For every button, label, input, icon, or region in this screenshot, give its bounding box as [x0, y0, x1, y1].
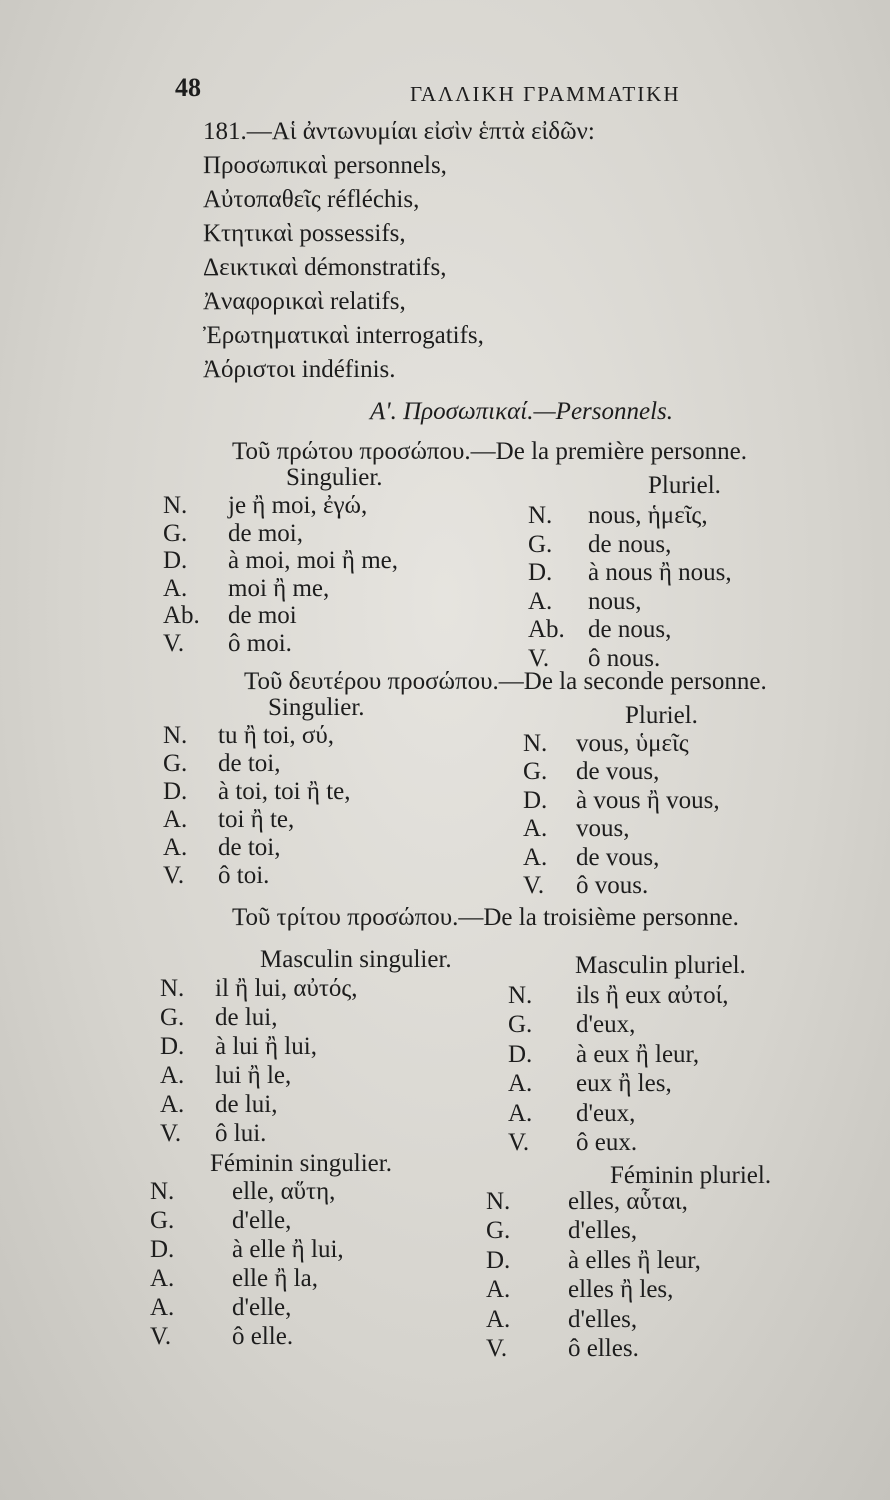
third-person-title: Τοῦ τρίτου προσώπου.—De la troisième personne.: [232, 904, 739, 931]
case-form: à toi, toi ἢ te,: [218, 778, 351, 805]
case-label: N.: [160, 975, 185, 1002]
case-label: G.: [160, 1004, 185, 1031]
first-plural-label: Pluriel.: [648, 472, 721, 499]
case-label: G.: [163, 750, 188, 777]
case-form: de moi: [228, 602, 297, 629]
case-form: ô lui.: [215, 1120, 267, 1147]
kind-item: Ἐρωτηματικαὶ interrogatifs,: [203, 322, 484, 349]
case-label: G.: [150, 1207, 175, 1234]
case-form: d'eux,: [576, 1099, 636, 1127]
case-form: à elles ἢ leur,: [568, 1246, 701, 1274]
case-label: G.: [486, 1217, 511, 1245]
case-label: A.: [160, 1091, 185, 1118]
case-form: vous,: [576, 815, 630, 843]
case-form: de lui,: [215, 1004, 278, 1031]
page-number: 48: [175, 73, 201, 102]
case-form: d'elle,: [232, 1207, 292, 1234]
case-label: D.: [160, 1033, 185, 1060]
case-label: N.: [150, 1178, 175, 1205]
case-label: D.: [528, 559, 553, 587]
case-label: D.: [486, 1246, 511, 1274]
case-label: Ab.: [163, 602, 200, 629]
case-label: A.: [163, 574, 188, 602]
kind-item: Προσωπικαὶ personnels,: [203, 152, 447, 179]
case-label: A.: [486, 1305, 511, 1333]
case-label: D.: [163, 778, 188, 805]
first-singular-label: Singulier.: [286, 464, 383, 491]
case-form: de vous,: [576, 843, 660, 871]
case-form: d'eux,: [576, 1011, 636, 1039]
kind-item: Ἀόριστοι indéfinis.: [203, 356, 396, 383]
case-form: elles, αὗται,: [568, 1188, 688, 1215]
case-label: N.: [163, 722, 188, 749]
case-form: vous, ὑμεῖς: [576, 730, 689, 757]
case-form: il ἢ lui, αὐτός,: [215, 975, 358, 1002]
case-form: ô vous.: [576, 872, 649, 899]
case-form: ils ἢ eux αὐτοί,: [576, 982, 729, 1009]
case-label: A.: [150, 1265, 175, 1292]
second-plural-label: Pluriel.: [625, 702, 698, 729]
masc-plural-label: Masculin pluriel.: [575, 952, 746, 979]
case-form: de toi,: [218, 750, 281, 777]
case-label: D.: [523, 786, 548, 814]
case-label: Ab.: [528, 616, 565, 644]
fem-singular-label: Féminin singulier.: [210, 1150, 392, 1177]
case-form: elles ἢ les,: [568, 1276, 674, 1304]
case-label: G.: [528, 530, 553, 558]
case-form: à nous ἢ nous,: [588, 559, 732, 587]
case-form: elle ἢ la,: [232, 1265, 318, 1292]
case-label: A.: [523, 815, 548, 843]
case-form: à eux ἢ leur,: [576, 1040, 700, 1068]
masc-singular-label: Masculin singulier.: [260, 946, 452, 973]
case-label: V.: [523, 872, 545, 899]
intro-line: 181.—Αἱ ἀντωνυμίαι εἰσὶν ἑπτὰ εἰδῶν:: [203, 118, 595, 145]
case-form: moi ἢ me,: [228, 574, 330, 602]
case-form: nous,: [588, 587, 642, 615]
kind-item: Ἀναφορικαὶ relatifs,: [203, 288, 406, 315]
case-form: de nous,: [588, 616, 672, 644]
case-label: V.: [163, 629, 185, 657]
case-form: ô eux.: [576, 1129, 638, 1156]
case-form: d'elle,: [232, 1294, 292, 1321]
case-form: ô elle.: [232, 1323, 294, 1350]
case-form: d'elles,: [568, 1217, 638, 1245]
case-label: A.: [508, 1070, 533, 1098]
case-label: A.: [528, 587, 553, 615]
case-form: elle, αὕτη,: [232, 1178, 336, 1205]
case-label: V.: [508, 1129, 530, 1156]
case-label: V.: [486, 1335, 508, 1362]
case-form: ô nous.: [588, 645, 661, 672]
case-form: de nous,: [588, 530, 672, 558]
second-person-title: Τοῦ δευτέρου προσώπου.—De la seconde personne.: [244, 668, 767, 695]
case-label: V.: [150, 1323, 172, 1350]
case-label: A.: [163, 806, 188, 833]
first-person-title: Τοῦ πρώτου προσώπου.—De la première personne.: [232, 438, 747, 465]
case-form: je ἢ moi, ἐγώ,: [228, 492, 368, 519]
case-label: D.: [163, 547, 188, 574]
case-form: ô elles.: [568, 1335, 639, 1362]
case-label: D.: [508, 1040, 533, 1068]
kind-item: Κτητικαὶ possessifs,: [203, 220, 406, 247]
case-label: V.: [163, 862, 185, 889]
case-label: N.: [163, 492, 188, 519]
case-form: lui ἢ le,: [215, 1062, 292, 1089]
case-label: A.: [486, 1276, 511, 1304]
case-form: ô toi.: [218, 862, 270, 889]
case-label: N.: [486, 1188, 511, 1215]
section-heading: Α'. Προσωπικαί.—Personnels.: [370, 398, 674, 425]
case-label: G.: [523, 758, 548, 786]
case-label: N.: [523, 730, 548, 757]
kind-item: Δεικτικαὶ démonstratifs,: [203, 254, 447, 281]
case-label: V.: [528, 645, 550, 672]
case-form: de lui,: [215, 1091, 278, 1118]
second-singular-label: Singulier.: [268, 694, 365, 721]
running-title: ΓΑΛΛΙΚΗ ΓΡΑΜΜΑΤΙΚΗ: [410, 82, 681, 106]
case-label: N.: [528, 502, 553, 529]
case-form: à elle ἢ lui,: [232, 1236, 344, 1263]
kind-item: Αὐτοπαθεῖς réfléchis,: [203, 186, 420, 213]
case-form: ô moi.: [228, 629, 292, 657]
case-form: de vous,: [576, 758, 660, 786]
case-label: A.: [150, 1294, 175, 1321]
case-form: tu ἢ toi, σύ,: [218, 722, 335, 749]
case-label: D.: [150, 1236, 175, 1263]
case-form: à lui ἢ lui,: [215, 1033, 317, 1060]
case-label: A.: [508, 1099, 533, 1127]
case-form: de moi,: [228, 519, 303, 547]
case-form: à vous ἢ vous,: [576, 786, 720, 814]
case-label: G.: [163, 519, 188, 547]
case-label: V.: [160, 1120, 182, 1147]
case-label: A.: [160, 1062, 185, 1089]
case-label: A.: [163, 834, 188, 861]
case-form: de toi,: [218, 834, 281, 861]
case-form: eux ἢ les,: [576, 1070, 672, 1098]
case-label: A.: [523, 843, 548, 871]
case-label: G.: [508, 1011, 533, 1039]
case-label: N.: [508, 982, 533, 1009]
fem-plural-label: Féminin pluriel.: [610, 1162, 772, 1189]
case-form: nous, ἡμεῖς,: [588, 502, 708, 529]
case-form: d'elles,: [568, 1305, 638, 1333]
case-form: toi ἢ te,: [218, 806, 295, 833]
case-form: à moi, moi ἢ me,: [228, 547, 398, 574]
